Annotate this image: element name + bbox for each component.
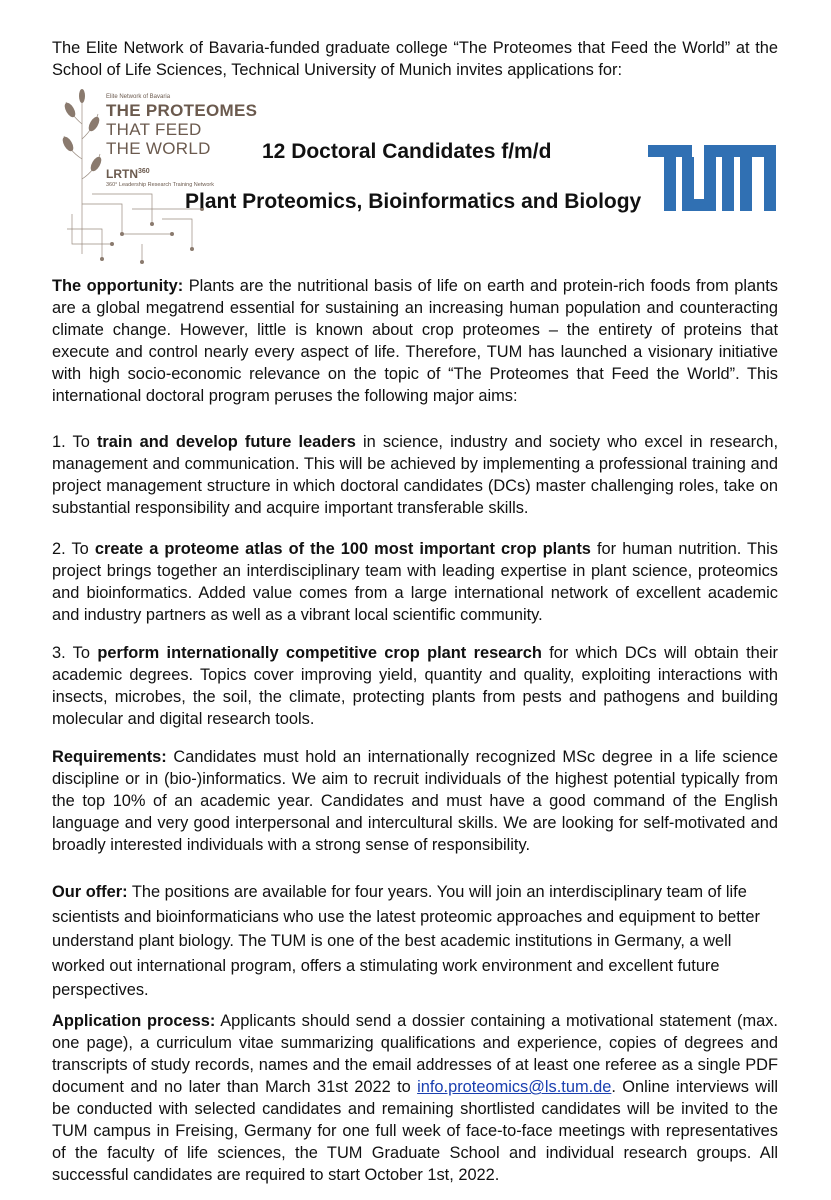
field-heading: Plant Proteomics, Bioinformatics and Biology bbox=[185, 190, 642, 213]
requirements-paragraph: Requirements: Candidates must hold an internationally recognized MSc degree in a life science discipline or in (bio-)informatics. We aim to recruit individuals of the highest potential typically from the top 10% of an academic year. Candidates and must have a good command of the English language and very good interpersonal and intercultural skills. We are looking for self-motivated and broadly interested individuals with a strong sense of responsibility. bbox=[52, 748, 778, 854]
aim-2-paragraph: 2. To create a proteome atlas of the 100 most important crop plants for human nutrition. This project brings together an interdisciplinary team with leading expertise in plant science, proteomics and bioinformatics. Added value comes from a large international network of excellent academic and industry partners as well as a vibrant local scientific community. bbox=[52, 540, 778, 624]
offer-paragraph: Our offer: The positions are available for four years. You will join an interdisciplinary team of life scientists and bioinformaticians who use the latest proteomic approaches and equipment to better understand plant biology. The TUM is one of the best academic institutions in Germany, a well worked out international program, offers a stimulating work environment and excellent future perspectives. bbox=[52, 883, 760, 999]
application-label: Application process: bbox=[52, 1012, 216, 1030]
application-paragraph: Application process: Applicants should send a dossier containing a motivational statement (max. one page), a curriculum vitae summarizing qualifications and experience, copies of degrees and transcripts of study records, names and the email addresses of at least one referee as a single PDF document and no later than March 31st 2022 to info.proteomics@ls.tum.de. Online interviews will be conducted with selected candidates and remaining shortlisted candidates will be invited to the TUM campus in Freising, Germany for one full week of face-to-face meetings with representatives of the faculty of life sciences, the TUM Graduate School and individual research groups. All successful candidates are required to start October 1st, 2022. bbox=[52, 1012, 778, 1184]
opportunity-paragraph: The opportunity: Plants are the nutritional basis of life on earth and protein-rich foods from plants are a global megatrend essential for sustaining an increasing human population and counteracting climate change. However, little is known about crop proteomes – the entirety of proteins that execute and control nearly every aspect of life. Therefore, TUM has launched a visionary initiative with high socio-economic relevance on the topic of “The Proteomes that Feed the World”. This international doctoral program peruses the following major aims: bbox=[52, 277, 778, 405]
logo-lrtn: LRTN$^{360}$ bbox=[106, 167, 150, 181]
logo-subtitle: 360° Leadership Research Training Network bbox=[106, 182, 214, 188]
logo-line3: THE WORLD bbox=[106, 139, 211, 158]
opportunity-label: The opportunity: bbox=[52, 277, 184, 295]
intro-paragraph: The Elite Network of Bavaria-funded graduate college “The Proteomes that Feed the World” at the School of Life Sciences, Technical University of Munich invites applications for: bbox=[52, 39, 778, 79]
logo-line1: THE PROTEOMES bbox=[106, 101, 258, 120]
offer-label: Our offer: bbox=[52, 883, 128, 901]
logo-network-label: Elite Network of Bavaria bbox=[106, 94, 171, 100]
requirements-label: Requirements: bbox=[52, 748, 167, 766]
logo-line2: THAT FEED bbox=[106, 120, 202, 139]
application-email-link[interactable]: info.proteomics@ls.tum.de bbox=[417, 1078, 612, 1096]
tum-logo bbox=[648, 145, 776, 211]
proteomes-logo-text bbox=[106, 93, 257, 189]
positions-heading: 12 Doctoral Candidates f/m/d bbox=[262, 140, 552, 163]
aim-1-paragraph: 1. To train and develop future leaders in science, industry and society who excel in research, management and communication. This will be achieved by implementing a professional training and project management structure in which doctoral candidates (DCs) master challenging roles, take on substantial responsibility and acquire important transferable skills. bbox=[52, 433, 778, 517]
aim-3-paragraph: 3. To perform internationally competitive crop plant research for which DCs will obtain their academic degrees. Topics cover improving yield, quantity and quality, exploiting interactions with insects, microbes, the soil, the climate, protecting plants from pests and pathogens and building molecular and digital research tools. bbox=[52, 644, 778, 728]
